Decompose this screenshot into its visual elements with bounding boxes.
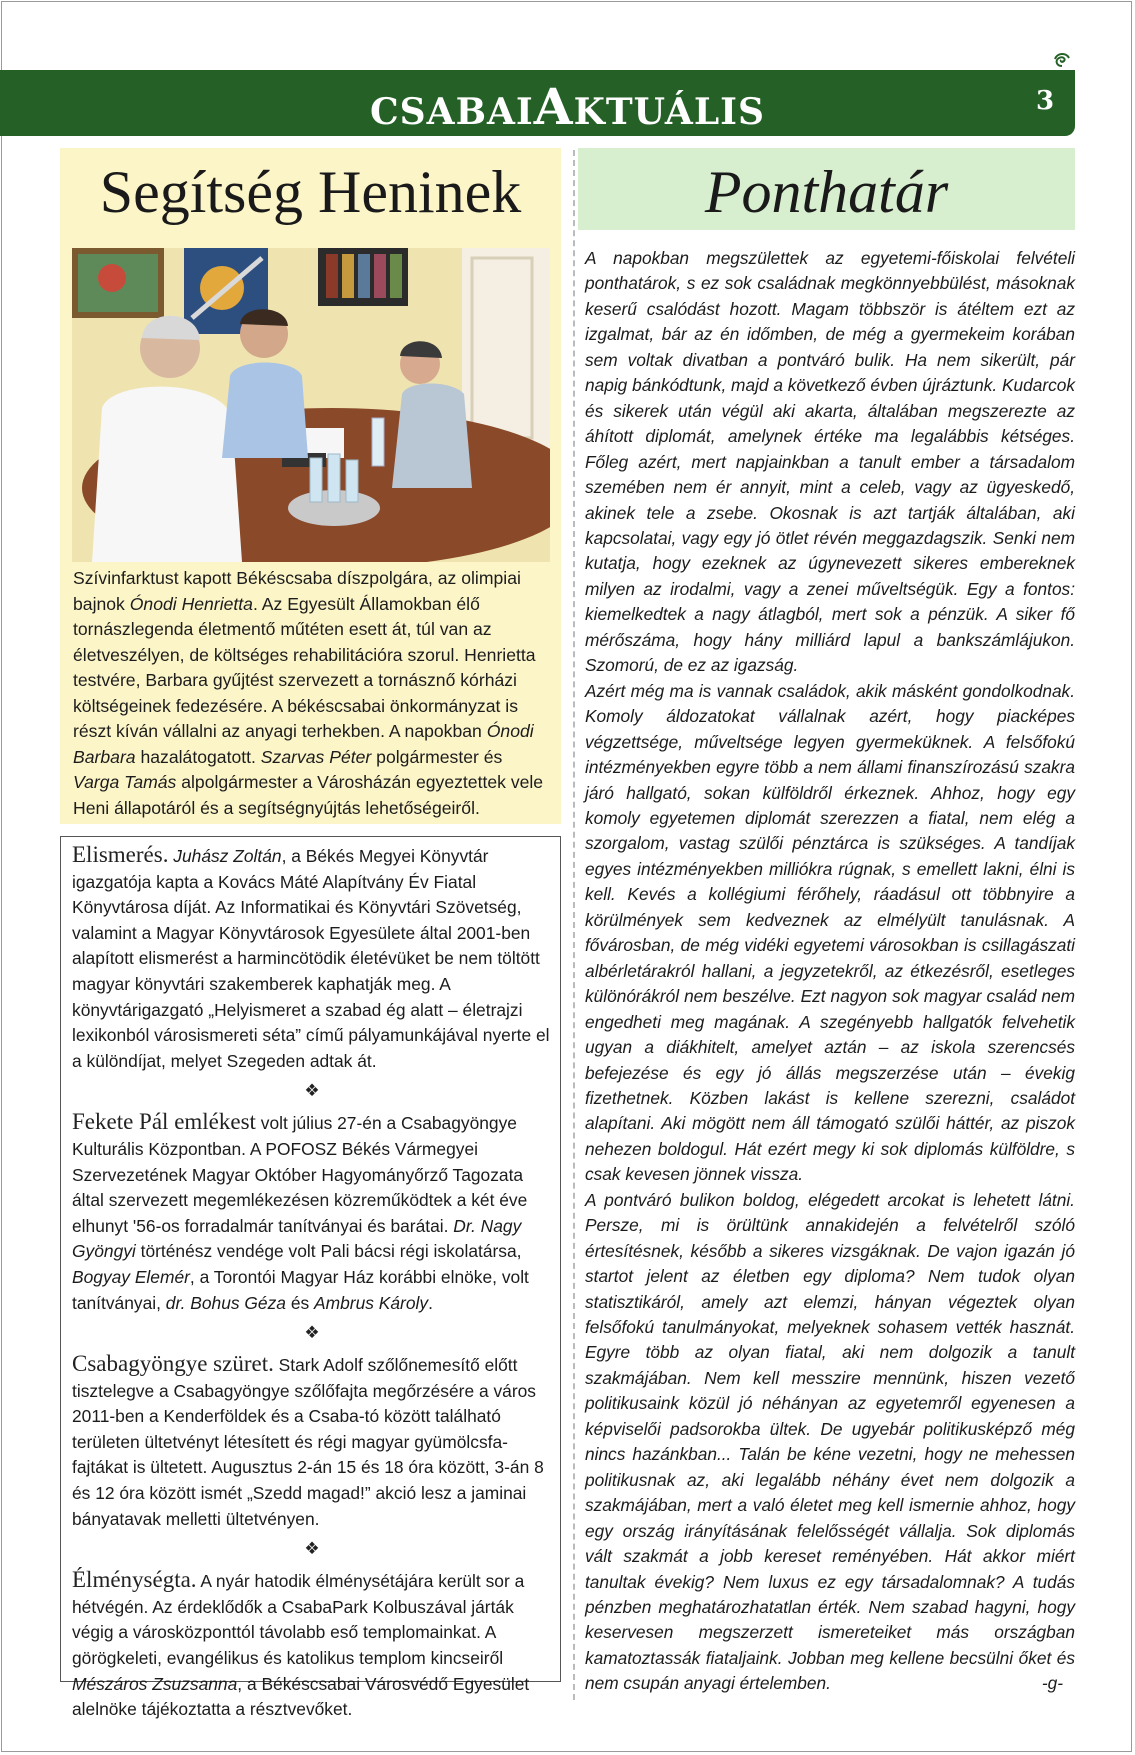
news-text xyxy=(72,842,552,1723)
masthead-title: CSABAIAKTUÁLIS xyxy=(369,77,766,136)
separator-icon: ❖ xyxy=(304,1323,320,1343)
news-item-run: . xyxy=(428,1292,433,1313)
news-item-run: , a Békéscsabai Városvédő Egyesület alelnöke tájékoztatta a résztvevőket. xyxy=(72,1673,530,1720)
news-item-heading: Fekete Pál emlékest xyxy=(72,1109,256,1135)
separator-icon: ❖ xyxy=(304,1081,320,1101)
news-item-run: A nyár hatodik élménysétájára került sor a hétvégén. Az érdeklődők a CsabaPark Kolbuszával járták végig a városközponttól távolabb eső templomainkat. A görögkeleti, evangélikus és katolikus templom kincseiről xyxy=(72,1571,525,1669)
news-item-run: volt július 27-én a Csabagyöngye Kulturális Központban. A POFOSZ Békés Vármegyei Szervezetének Magyar Október Hagyományőrző Tagozata által szervezett megemlékezésen közreműködtek a két éve elhunyt '56-os forradalmár tanítványai és barátai. xyxy=(72,1113,528,1236)
author-signature: -g- xyxy=(1041,1673,1063,1694)
article-paragraph: Azért még ma is vannak családok, akik másként gondolkodnak. Komoly áldozatokat vállalnak azért, hogy piacképes végzettsége, műveltsége legyen gyermeküknek. A felsőfokú intézményekben egyre több a nem állami finanszírozású szakra járó hallgató, sokan külföldről érkeznek. Ahhoz, hogy egy komoly egyetemen diplomát szerezzen a fiatal, nem elég a szorgalom, vastag szülői pénztárca is szükséges. A tandíjak egyes intézményekben milliókra rúgnak, s emellett lakni, élni is kell. Kevés a kollégiumi férőhely, ráadásul ott többnyire a körülmények sem kedveznek az elmélyült tanulásnak. A fővárosban, de még vidéki egyetemi városokban is csillagászati albérletárakról hallani, a jegyzetekről, az étkezésről, esetleges különórákról nem beszélve. Ezt nagyon sok magyar család nem engedheti meg magának. A szegényebb hallgatók felvehetik ugyan a diákhitelt, amelyet aztán – az iskola szerencsés befejezése és egy jó állás megszerzése után – évekig fizethetnek. Közben lakást is kellene szerezni, családot alapítani. Aki mögött nem áll támogató szülői háttér, az piszok nehezen boldogul. Hát ezért megy ki sok diplomás külföldre, s csak kevesen jönnek vissza. xyxy=(585,680,1075,1185)
caption-run: Szarvas Péter xyxy=(260,746,372,767)
news-item xyxy=(72,1351,552,1532)
caption-run: hazalátogatott. xyxy=(135,746,261,767)
column-divider xyxy=(573,150,575,1700)
article-body xyxy=(585,246,1075,1697)
article-paragraph: A napokban megszülettek az egyetemi-főiskolai felvételi ponthatárok, s ez sok családnak megkönnyebbülést, másoknak keserű csalódást hozott. Magam többször is átéltem ezt az izgalmat, bár az én időmben, de még a gyermekeim korában sem voltak divatban a pontváró bulik. Ha nem sikerült, pár napig bánkódtunk, majd a következő évben újráztunk. Kudarcok és sikerek után végül aki akarta, általában megszerezte az áhított diplomát, amelynek értéke ma legalábbis kétséges. Főleg azért, mert napjainkban a tanult ember a társadalom szemében nem ér annyit, mint a celeb, vagy az ügyeskedő, akinek tele a zsebe. Okosnak is azt tartják általában, aki kapcsolatai, vagy egy jó ötlet révén meggazdagszik. Senki nem kutatja, hogy ezeknek az úgynevezett sikeres embereknek milyen az irodalmi, vagy a zenei műveltségük. Egy a fontos: kiemelkedtek a nagy átlagból, mert sok a pénzük. A siker fő mérőszáma, hogy hány milliárd lapul a bankszámlájukon. Szomorú, de ez az igazság. xyxy=(585,248,1075,676)
caption-run: Szívinfarktust kapott Békéscsaba díszpolgára, az olimpiai bajnok xyxy=(73,568,521,614)
news-item-run: Stark Adolf szőlőnemesítő előtt tisztelegve a Csabagyöngye szőlőfajta megőrzésére a város 2011-ben a Kenderföldek és a Csaba-tó között található területen ültetvényt létesített és régi magyar gyümölcsfa-fajtákat is ültetett. Augusztus 2-án 15 és 18 óra között, 3-án 8 és 12 óra között ismét „Szedd magad!” akció lesz a jaminai bányatavak melletti ültetvényen. xyxy=(72,1355,544,1529)
news-item xyxy=(72,842,552,1074)
news-item-run: , a Torontói Magyar Ház korábbi elnöke, volt tanítványai, xyxy=(72,1266,529,1313)
news-item-run: Juhász Zoltán xyxy=(173,846,282,866)
separator-icon: ❖ xyxy=(304,1539,320,1559)
caption-run: . Az Egyesült Államokban élő tornászlegenda életmentő műtéten esett át, túl van az életveszélyen, de költséges rehabilitációra szorul. Henrietta testvére, Barbara gyűjtést szervezett a tornásznő kórházi költségeinek fedezésére. A békéscsabai önkormányzat is részt kíván vállalni az anyagi terhekben. A napokban xyxy=(73,593,536,741)
news-item xyxy=(72,1109,552,1316)
meeting-photo xyxy=(72,248,550,562)
news-item-run: dr. Bohus Géza xyxy=(165,1292,286,1313)
feature-caption xyxy=(73,566,553,821)
news-item-run: történész vendége volt Pali bácsi régi iskolatársa, xyxy=(135,1241,522,1262)
page-number: 3 xyxy=(1035,86,1055,116)
news-item-run: Mészáros Zsuzsanna xyxy=(72,1673,238,1694)
article-paragraph: A pontváró bulikon boldog, elégedett arcokat is lehetett látni. Persze, mi is örültünk annakidején a felvételről szóló értesítésnek, később a sikeres vizsgáknak. De vajon igazán jó startot jelent az életben egy diploma? Nem tudok olyan statisztikáról, amely azt elemzi, hányan végeztek olyan felsőfokú tanulmányokat, melyeknek sohasem vették hasznát. Egyre több az olyan fiatal, aki nem dolgozik a tanult szakmájában. Nem kell messzire mennünk, hiszen vezető politikusaink közül jó néhányan az egyetemről egyenesen a képviselői padsorokba ültek. De ugyebár politikusképző még nincs hazánkban... Talán be kéne vezetni, hogy ne mehessen politikusnak az, aki legalább néhány évet nem dolgozik a szakmájában, mert a való életet meg kell ismernie ahhoz, hogy egy ország irányításának felelősségét vállalja. Sok diplomás vált szakmát a jobb kereset reményében. Hát akkor miért tanultak évekig? Nem luxus ez egy társadalomnak? A tudás pénzben meghatározhatatlan érték. Nem szabad hagyni, hogy keservesen megszerzett ismereteiket más országban kamatoztassák fiataljaink. Jobban meg kellene becsülni őket és nem csupán anyagi értelemben. -g- xyxy=(585,1188,1075,1697)
news-item-run: Ambrus Károly xyxy=(314,1292,429,1313)
caption-run: Ónodi Henrietta xyxy=(129,593,253,614)
news-item-heading: Elismerés. xyxy=(72,842,169,867)
news-item-heading: Csabagyöngye szüret. xyxy=(72,1351,274,1377)
news-item-run: , a Békés Megyei Könyvtár igazgatója kapta a Kovács Máté Alapítvány Év Fiatal Könyvtárosa díját. Az Informatikai és Könyvtári Szövetség, valamint a Magyar Könyvtárosok Egyesülete által 2001-ben alapított elismerést a harmincötödik életévüket be nem töltött magyar könyvtári szakemberek kaphatják meg. A könyvtárigazgató „Helyismeret a szabad ég alatt – életrajzi lexikonból városismereti séta” című pályamunkájával nyerte el a különdíjat, melyet Szegeden adtak át. xyxy=(72,846,550,1071)
caption-run: Varga Tamás xyxy=(73,772,177,792)
caption-run: Ónodi Barbara xyxy=(73,721,534,767)
article-title: Ponthatár xyxy=(704,159,949,225)
news-item-heading: Élménységta. xyxy=(72,1567,197,1593)
news-item-run: Bogyay Elemér xyxy=(72,1266,190,1287)
news-item-run: és xyxy=(285,1292,315,1313)
news-item xyxy=(72,1567,552,1723)
swirl-logo-icon xyxy=(1052,50,1072,70)
caption-run: alpolgármester a Városházán egyeztettek vele Heni állapotáról és a segítségnyújtás lehetőségeiről. xyxy=(73,772,544,818)
news-item-run: Dr. Nagy Gyöngyi xyxy=(72,1215,522,1262)
caption-run: polgármester és xyxy=(371,746,503,767)
feature-title: Segítség Heninek xyxy=(99,159,522,225)
